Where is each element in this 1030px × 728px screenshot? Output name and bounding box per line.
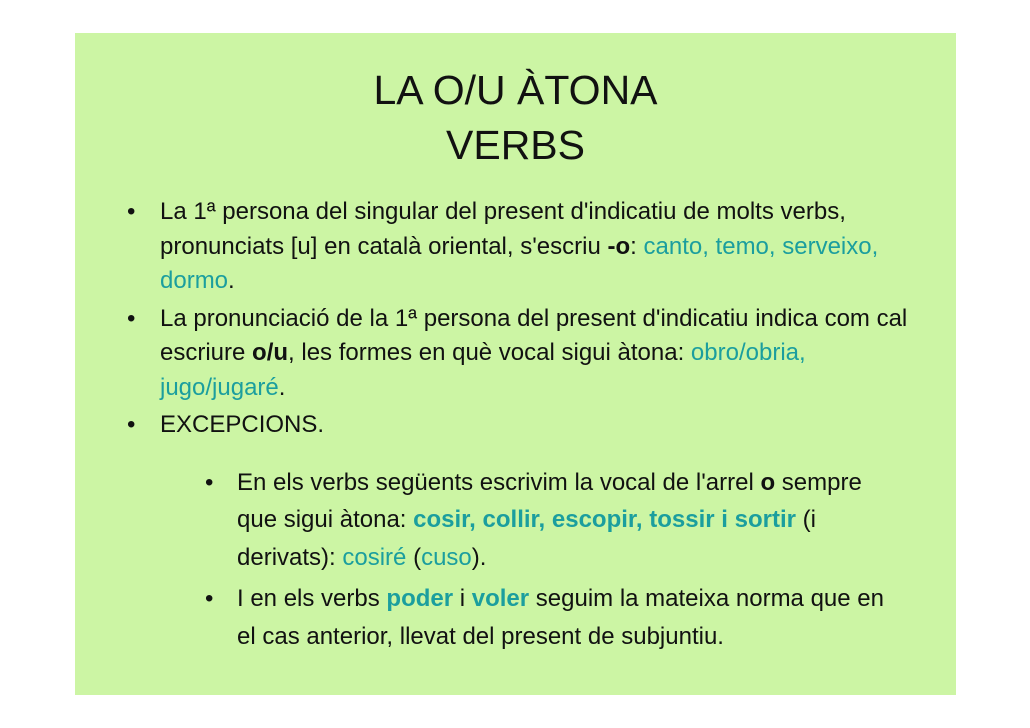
sub-bullet-text: i — [453, 585, 472, 612]
bullet-examples: canto, temo, serveixo, dormo — [160, 232, 879, 294]
sub-bullet-item — [205, 464, 905, 577]
bullet-bold-text: -o — [607, 232, 631, 260]
sub-bullet-text: (i derivats): — [237, 506, 816, 571]
slide — [75, 33, 956, 695]
bullet-item — [127, 408, 927, 443]
sub-bullet-text: En els verbs següents escrivim la vocal de l'arrel — [237, 468, 761, 496]
title-line-2: VERBS — [446, 122, 585, 168]
bullet-bold-text: o/u — [252, 339, 289, 366]
sub-bullet-item — [205, 580, 905, 655]
sub-bullet-verb: poder — [386, 585, 454, 612]
bullet-item — [127, 195, 927, 299]
bullet-text: , les formes en què vocal sigui àtona: — [288, 339, 691, 366]
sub-bullet-text: I en els verbs — [237, 585, 387, 612]
sub-bullet-text: ). — [471, 543, 487, 571]
bullet-text: : — [630, 232, 644, 260]
sub-bullet-text: ( — [406, 543, 422, 571]
sub-bullet-verbs: cosir, collir, escopir, tossir i sortir — [413, 506, 796, 533]
sub-bullet-bold-text: o — [760, 468, 776, 496]
bullet-list — [127, 195, 927, 659]
bullet-item — [127, 302, 927, 406]
slide-title — [75, 63, 956, 173]
sub-bullet-text: seguim la mateixa norma que en el cas anterior, llevat del present de subjuntiu. — [237, 585, 884, 650]
sub-bullet-text: sempre que sigui àtona: — [237, 468, 862, 533]
sub-bullet-verb: voler — [471, 585, 530, 612]
sub-bullet-example: cuso — [421, 543, 472, 571]
bullet-text: La 1ª persona del singular del present d'indicatiu de molts verbs, pronunciats [u] en català oriental, s'escriu — [160, 198, 846, 260]
title-line-1: LA O/U ÀTONA — [373, 67, 658, 113]
bullet-text: EXCEPCIONS. — [160, 411, 325, 438]
sub-bullet-list — [205, 464, 905, 656]
bullet-text: . — [228, 267, 235, 294]
sub-bullet-example: cosiré — [342, 543, 407, 571]
bullet-text: . — [278, 373, 286, 401]
bullet-text: La pronunciació de la 1ª persona del present d'indicatiu indica com cal escriure — [160, 304, 908, 366]
bullet-examples: obro/obria, jugo/jugaré — [160, 339, 806, 401]
